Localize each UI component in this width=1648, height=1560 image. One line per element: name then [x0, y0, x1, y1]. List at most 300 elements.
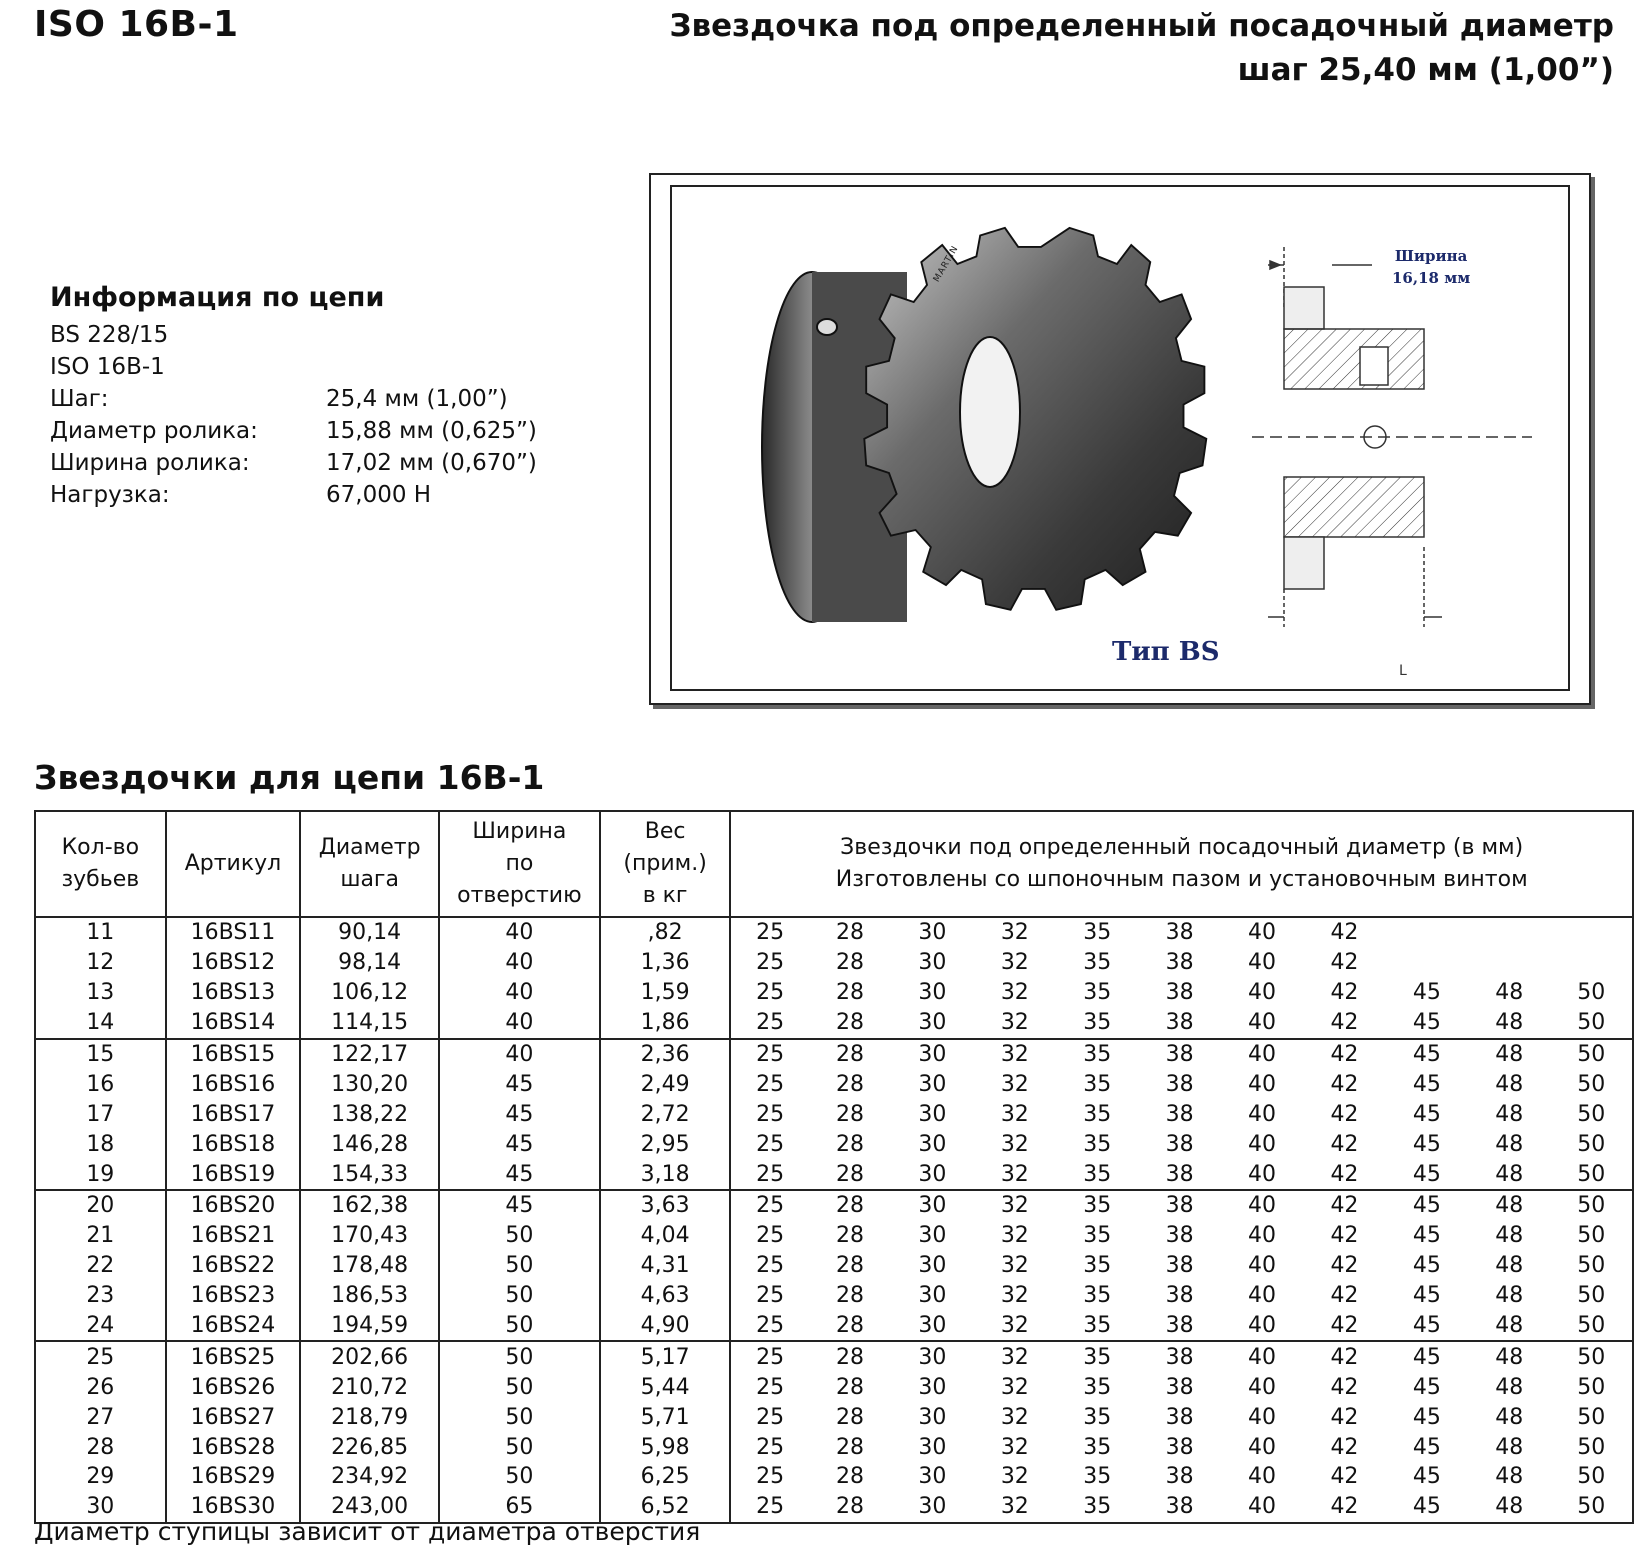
chain-info-row — [50, 415, 537, 447]
cell-bore: 35 — [1083, 1101, 1112, 1127]
cell-article: 16BS18 — [166, 1129, 301, 1159]
cell-bore: 38 — [1165, 1404, 1194, 1430]
cell-bore: 42 — [1330, 1071, 1359, 1097]
cell-bore: 32 — [1000, 950, 1029, 976]
cell-bore: 40 — [1248, 1404, 1277, 1430]
cell-bore: 28 — [836, 1101, 864, 1127]
cell-bore: 45 — [1412, 1223, 1441, 1249]
table-row — [35, 1251, 1633, 1281]
cell-bore: 30 — [891, 1311, 973, 1342]
cell-pitch-diameter: 138,22 — [300, 1099, 439, 1129]
cell-bore: 42 — [1330, 1374, 1359, 1400]
cell-bore-width: 40 — [439, 917, 600, 948]
cell-bore: 28 — [836, 1193, 864, 1219]
cell-bore — [1386, 948, 1468, 978]
cell-bore: 40 — [1248, 950, 1277, 976]
cell-bore: 35 — [1083, 1253, 1112, 1279]
chain-info-label: Ширина ролика: — [50, 450, 250, 476]
cell-pitch-diameter: 202,66 — [300, 1341, 439, 1372]
cell-bore: 45 — [1412, 1131, 1441, 1157]
chain-info-label: Нагрузка: — [50, 482, 170, 508]
sprocket-section — [1252, 247, 1532, 627]
cell-teeth: 22 — [35, 1251, 166, 1281]
cell-bore: 45 — [1412, 1071, 1441, 1097]
cell-article: 16BS21 — [166, 1221, 301, 1251]
cell-bore: 25 — [756, 1101, 785, 1127]
cell-bore: 25 — [756, 1042, 785, 1067]
cell-bore: 32 — [1000, 1374, 1029, 1400]
cell-bore: 48 — [1468, 1492, 1550, 1523]
cell-bore: 42 — [1330, 1223, 1359, 1249]
cell-bore: 48 — [1495, 1071, 1524, 1097]
cell-bore: 30 — [918, 1253, 947, 1279]
chain-info-label: Диаметр ролика: — [50, 418, 258, 444]
cell-bore: 35 — [1083, 1374, 1112, 1400]
cell-bore-width: 45 — [439, 1190, 600, 1221]
cell-bore-width: 50 — [439, 1251, 600, 1281]
cell-bore: 38 — [1138, 1311, 1220, 1342]
cell-bore: 50 — [1550, 1039, 1633, 1070]
cell-bore: 50 — [1550, 1281, 1633, 1311]
header-text: Диаметр — [318, 835, 421, 860]
cell-bore: 40 — [1221, 1311, 1303, 1342]
cell-bore: 30 — [918, 1071, 947, 1097]
cell-bore: 30 — [891, 1159, 973, 1190]
cell-article: 16BS25 — [166, 1341, 301, 1372]
cell-bore: 32 — [1000, 1404, 1029, 1430]
width-dimension-label — [1392, 245, 1470, 289]
cell-bore: 45 — [1386, 1008, 1468, 1039]
cell-weight: 6,25 — [600, 1462, 731, 1492]
cell-bore: 42 — [1330, 980, 1359, 1006]
cell-bore: 42 — [1330, 1283, 1359, 1309]
table-row — [35, 1039, 1633, 1070]
cell-pitch-diameter: 114,15 — [300, 1008, 439, 1039]
chain-info-row — [50, 383, 537, 415]
cell-bore: 38 — [1165, 1434, 1194, 1460]
cell-bore: 42 — [1330, 1131, 1359, 1157]
cell-bore: 25 — [756, 1253, 785, 1279]
cell-bore: 40 — [1248, 1344, 1277, 1370]
cell-bore: 50 — [1550, 1492, 1633, 1523]
cell-bore: 45 — [1412, 1464, 1441, 1490]
cell-bore: 50 — [1550, 1129, 1633, 1159]
cell-bore: 25 — [756, 1131, 785, 1157]
cell-bore-width: 50 — [439, 1432, 600, 1462]
cell-bore: 35 — [1083, 1223, 1112, 1249]
cell-article: 16BS15 — [166, 1039, 301, 1070]
cell-weight: 5,71 — [600, 1402, 731, 1432]
cell-bore: 30 — [918, 950, 947, 976]
cell-bore: 32 — [1000, 1101, 1029, 1127]
header-text: в кг — [642, 883, 688, 908]
cell-bore: 50 — [1550, 1008, 1633, 1039]
cell-teeth: 30 — [35, 1492, 166, 1523]
cell-pitch-diameter: 226,85 — [300, 1432, 439, 1462]
cell-bore: 50 — [1550, 1069, 1633, 1099]
cell-bore: 32 — [974, 1311, 1056, 1342]
table-row — [35, 1432, 1633, 1462]
chain-info-value: 25,4 мм (1,00”) — [326, 386, 508, 412]
table-row — [35, 948, 1633, 978]
cell-bore: 40 — [1248, 1042, 1277, 1067]
cell-bore: 38 — [1165, 980, 1194, 1006]
table-body — [35, 917, 1633, 1523]
cell-bore: 50 — [1550, 1251, 1633, 1281]
cell-bore-width: 40 — [439, 978, 600, 1008]
cell-bore: 35 — [1083, 1071, 1112, 1097]
cell-bore: 48 — [1468, 1311, 1550, 1342]
cell-bore: 40 — [1221, 1492, 1303, 1523]
cell-teeth: 14 — [35, 1008, 166, 1039]
cell-bore: 42 — [1330, 920, 1359, 946]
cell-bore: 35 — [1083, 1404, 1112, 1430]
cell-bore: 30 — [918, 1042, 947, 1067]
cell-bore: 48 — [1495, 1434, 1524, 1460]
cell-bore: 30 — [918, 1404, 947, 1430]
cell-bore: 50 — [1550, 1221, 1633, 1251]
subtitle-line-2: шаг 25,40 мм (1,00”) — [1237, 52, 1614, 88]
cell-bore: 40 — [1248, 1434, 1277, 1460]
section-title: Звездочки для цепи 16B-1 — [34, 758, 545, 797]
cell-bore: 45 — [1412, 1253, 1441, 1279]
chain-info-value: 17,02 мм (0,670”) — [326, 450, 537, 476]
cell-bore: 28 — [836, 1434, 864, 1460]
cell-pitch-diameter: 194,59 — [300, 1311, 439, 1342]
cell-bore: 28 — [836, 1344, 864, 1370]
col-header-bore-width — [439, 811, 600, 917]
cell-bore: 42 — [1330, 1344, 1359, 1370]
cell-article: 16BS28 — [166, 1432, 301, 1462]
cell-teeth: 12 — [35, 948, 166, 978]
cell-bore-width: 40 — [439, 948, 600, 978]
cell-bore: 42 — [1303, 1492, 1385, 1523]
col-header-weight — [600, 811, 731, 917]
cell-pitch-diameter: 186,53 — [300, 1281, 439, 1311]
table-row — [35, 1008, 1633, 1039]
cell-bore: 35 — [1083, 1283, 1112, 1309]
header-text: по — [505, 851, 534, 876]
cell-bore: 48 — [1495, 1042, 1524, 1067]
cell-bore: 30 — [918, 1464, 947, 1490]
col-header-teeth — [35, 811, 166, 917]
cell-bore: 35 — [1083, 1344, 1112, 1370]
header-text: Изготовлены со шпоночным пазом и установочным винтом — [835, 867, 1528, 892]
chain-standard-iso: ISO 16B-1 — [50, 354, 165, 380]
header-text: (прим.) — [623, 851, 707, 876]
cell-bore: 25 — [756, 920, 785, 946]
cell-bore: 45 — [1412, 1193, 1441, 1219]
cell-teeth: 29 — [35, 1462, 166, 1492]
cell-bore: 45 — [1412, 1434, 1441, 1460]
cell-bore: 35 — [1083, 1434, 1112, 1460]
chain-info-label: Шаг: — [50, 386, 109, 412]
cell-teeth: 15 — [35, 1039, 166, 1070]
cell-bore-width: 45 — [439, 1159, 600, 1190]
cell-bore-width: 50 — [439, 1221, 600, 1251]
page-title: ISO 16B-1 — [34, 4, 239, 45]
header-text: Кол-во — [61, 835, 140, 860]
cell-bore: 42 — [1330, 950, 1359, 976]
cell-bore: 30 — [918, 1374, 947, 1400]
cell-bore: 42 — [1330, 1404, 1359, 1430]
cell-bore: 32 — [1000, 1223, 1029, 1249]
col-header-article — [166, 811, 301, 917]
cell-bore: 28 — [809, 1008, 891, 1039]
cell-bore: 48 — [1495, 1223, 1524, 1249]
cell-bore: 35 — [1056, 1492, 1138, 1523]
cell-bore: 48 — [1495, 1131, 1524, 1157]
cell-bore: 38 — [1165, 950, 1194, 976]
table-header-row — [35, 811, 1633, 917]
cell-bore-width: 40 — [439, 1008, 600, 1039]
cell-bore: 40 — [1248, 1071, 1277, 1097]
cell-bore: 35 — [1083, 1464, 1112, 1490]
cell-bore: 25 — [756, 1434, 785, 1460]
cell-bore: 42 — [1330, 1464, 1359, 1490]
cell-bore: 48 — [1495, 1464, 1524, 1490]
brand-stamp: MARTIN — [932, 244, 961, 284]
table-row — [35, 1159, 1633, 1190]
cell-teeth: 11 — [35, 917, 166, 948]
cell-bore — [1550, 948, 1633, 978]
cell-article: 16BS24 — [166, 1311, 301, 1342]
cell-article: 16BS20 — [166, 1190, 301, 1221]
cell-bore: 30 — [918, 980, 947, 1006]
cell-bore: 25 — [756, 1223, 785, 1249]
cell-bore: 38 — [1165, 1283, 1194, 1309]
cell-pitch-diameter: 106,12 — [300, 978, 439, 1008]
cell-bore: 32 — [1000, 1193, 1029, 1219]
cell-teeth: 17 — [35, 1099, 166, 1129]
cell-bore: 40 — [1248, 1131, 1277, 1157]
footnote: Диаметр ступицы зависит от диаметра отверстия — [34, 1517, 701, 1546]
cell-bore: 32 — [1000, 1071, 1029, 1097]
cell-bore: 38 — [1165, 920, 1194, 946]
cell-bore: 38 — [1165, 1464, 1194, 1490]
cell-bore-width: 50 — [439, 1402, 600, 1432]
cell-bore: 30 — [891, 1492, 973, 1523]
cell-teeth: 23 — [35, 1281, 166, 1311]
cell-bore: 48 — [1495, 1374, 1524, 1400]
header-text: Звездочки под определенный посадочный диаметр (в мм) — [840, 835, 1524, 860]
cell-bore: 32 — [1000, 980, 1029, 1006]
cell-bore — [1468, 917, 1550, 948]
cell-weight: 5,44 — [600, 1372, 731, 1402]
header-text: Ширина — [472, 819, 567, 844]
cell-bore-width: 50 — [439, 1462, 600, 1492]
cell-bore: 48 — [1495, 1344, 1524, 1370]
table-row — [35, 1129, 1633, 1159]
cell-bore: 45 — [1412, 1374, 1441, 1400]
table-row — [35, 1311, 1633, 1342]
cell-bore: 50 — [1550, 1190, 1633, 1221]
cell-bore: 50 — [1550, 1311, 1633, 1342]
cell-bore: 42 — [1330, 1101, 1359, 1127]
cell-bore: 48 — [1468, 1159, 1550, 1190]
cell-bore: 45 — [1412, 1042, 1441, 1067]
table-row — [35, 978, 1633, 1008]
cell-weight: 2,36 — [600, 1039, 731, 1070]
cell-weight: 4,63 — [600, 1281, 731, 1311]
cell-bore-width: 40 — [439, 1039, 600, 1070]
chain-info-value: 15,88 мм (0,625”) — [326, 418, 537, 444]
cell-teeth: 13 — [35, 978, 166, 1008]
cell-bore: 28 — [836, 920, 864, 946]
cell-weight: 4,04 — [600, 1221, 731, 1251]
cell-bore: 25 — [756, 1193, 785, 1219]
cell-bore — [1550, 917, 1633, 948]
cell-teeth: 25 — [35, 1341, 166, 1372]
cell-article: 16BS22 — [166, 1251, 301, 1281]
cell-bore: 35 — [1083, 1131, 1112, 1157]
cell-bore: 48 — [1468, 1008, 1550, 1039]
cell-pitch-diameter: 146,28 — [300, 1129, 439, 1159]
cell-bore: 28 — [809, 1311, 891, 1342]
cell-bore: 32 — [1000, 1253, 1029, 1279]
type-label: Тип BS — [1112, 637, 1220, 667]
cell-bore: 48 — [1495, 980, 1524, 1006]
cell-bore: 35 — [1083, 1042, 1112, 1067]
cell-teeth: 20 — [35, 1190, 166, 1221]
col-header-pitch-diameter — [300, 811, 439, 917]
cell-pitch-diameter: 122,17 — [300, 1039, 439, 1070]
cell-bore: 32 — [1000, 1434, 1029, 1460]
cell-bore: 28 — [836, 1071, 864, 1097]
table-row — [35, 1372, 1633, 1402]
table-row — [35, 1281, 1633, 1311]
cell-pitch-diameter: 162,38 — [300, 1190, 439, 1221]
cell-bore: 48 — [1495, 1101, 1524, 1127]
cell-weight: 6,52 — [600, 1492, 731, 1523]
cell-bore — [1468, 948, 1550, 978]
width-label-line-2: 16,18 мм — [1392, 269, 1471, 287]
cell-bore — [1386, 917, 1468, 948]
subtitle-line-1: Звездочка под определенный посадочный диаметр — [669, 8, 1614, 44]
cell-bore: 28 — [836, 1283, 864, 1309]
cell-teeth: 24 — [35, 1311, 166, 1342]
cell-weight: 3,63 — [600, 1190, 731, 1221]
cell-weight: 3,18 — [600, 1159, 731, 1190]
cell-bore: 28 — [836, 980, 864, 1006]
length-dimension-label: L — [1399, 663, 1407, 679]
cell-bore: 35 — [1056, 1159, 1138, 1190]
cell-bore: 45 — [1386, 1311, 1468, 1342]
table-row — [35, 1341, 1633, 1372]
cell-bore: 32 — [1000, 1464, 1029, 1490]
cell-bore: 38 — [1165, 1042, 1194, 1067]
cell-weight: 4,31 — [600, 1251, 731, 1281]
cell-bore: 40 — [1248, 1374, 1277, 1400]
cell-bore: 38 — [1165, 1071, 1194, 1097]
cell-teeth: 21 — [35, 1221, 166, 1251]
cell-bore: 42 — [1303, 1008, 1385, 1039]
cell-bore: 50 — [1550, 1372, 1633, 1402]
cell-bore: 42 — [1330, 1253, 1359, 1279]
cell-bore: 38 — [1165, 1193, 1194, 1219]
cell-bore: 42 — [1330, 1193, 1359, 1219]
cell-article: 16BS17 — [166, 1099, 301, 1129]
table-row — [35, 1402, 1633, 1432]
cell-bore: 30 — [918, 1131, 947, 1157]
cell-bore: 48 — [1495, 1253, 1524, 1279]
chain-info-title: Информация по цепи — [50, 282, 385, 313]
table-row — [35, 1462, 1633, 1492]
cell-bore: 50 — [1550, 1099, 1633, 1129]
cell-pitch-diameter: 170,43 — [300, 1221, 439, 1251]
cell-pitch-diameter: 218,79 — [300, 1402, 439, 1432]
cell-bore: 35 — [1083, 1193, 1112, 1219]
cell-bore: 30 — [918, 1193, 947, 1219]
cell-bore: 28 — [809, 1159, 891, 1190]
chain-info-value: 67,000 Н — [326, 482, 432, 508]
cell-bore: 35 — [1056, 1008, 1138, 1039]
cell-bore: 40 — [1248, 920, 1277, 946]
cell-pitch-diameter: 210,72 — [300, 1372, 439, 1402]
cell-bore: 30 — [918, 920, 947, 946]
cell-bore: 50 — [1550, 1402, 1633, 1432]
cell-bore: 38 — [1165, 1344, 1194, 1370]
cell-bore: 40 — [1248, 1101, 1277, 1127]
cell-bore-width: 45 — [439, 1099, 600, 1129]
cell-bore: 28 — [836, 1464, 864, 1490]
cell-bore: 32 — [1000, 920, 1029, 946]
cell-pitch-diameter: 130,20 — [300, 1069, 439, 1099]
chain-info-row — [50, 479, 537, 511]
cell-bore: 35 — [1083, 920, 1112, 946]
cell-article: 16BS26 — [166, 1372, 301, 1402]
cell-weight: 2,49 — [600, 1069, 731, 1099]
header-text: Вес — [644, 819, 686, 844]
cell-bore: 28 — [809, 1492, 891, 1523]
cell-bore: 25 — [730, 1492, 808, 1523]
page-subtitle — [670, 4, 1615, 92]
cell-bore: 40 — [1248, 1464, 1277, 1490]
cell-article: 16BS11 — [166, 917, 301, 948]
cell-pitch-diameter: 243,00 — [300, 1492, 439, 1523]
cell-bore: 28 — [836, 1374, 864, 1400]
cell-bore: 48 — [1495, 1193, 1524, 1219]
cell-bore: 38 — [1138, 1492, 1220, 1523]
cell-weight: 1,36 — [600, 948, 731, 978]
cell-bore: 42 — [1303, 1159, 1385, 1190]
cell-bore: 25 — [756, 1404, 785, 1430]
cell-bore: 25 — [730, 1159, 808, 1190]
cell-teeth: 26 — [35, 1372, 166, 1402]
chain-info — [50, 282, 537, 511]
cell-bore: 32 — [974, 1008, 1056, 1039]
cell-bore-width: 50 — [439, 1281, 600, 1311]
cell-bore: 32 — [1000, 1131, 1029, 1157]
cell-bore: 40 — [1221, 1159, 1303, 1190]
cell-article: 16BS12 — [166, 948, 301, 978]
cell-bore: 50 — [1550, 1432, 1633, 1462]
width-label-line-1: Ширина — [1394, 247, 1468, 265]
cell-bore: 30 — [918, 1344, 947, 1370]
cell-bore: 38 — [1138, 1159, 1220, 1190]
cell-bore: 40 — [1248, 980, 1277, 1006]
cell-bore: 45 — [1412, 1101, 1441, 1127]
cell-pitch-diameter: 90,14 — [300, 917, 439, 948]
cell-bore: 30 — [918, 1223, 947, 1249]
cell-weight: 4,90 — [600, 1311, 731, 1342]
cell-bore: 30 — [918, 1101, 947, 1127]
cell-bore: 38 — [1165, 1101, 1194, 1127]
cell-bore: 25 — [756, 1464, 785, 1490]
cell-teeth: 27 — [35, 1402, 166, 1432]
cell-bore: 45 — [1412, 980, 1441, 1006]
header-text: Артикул — [184, 851, 282, 876]
